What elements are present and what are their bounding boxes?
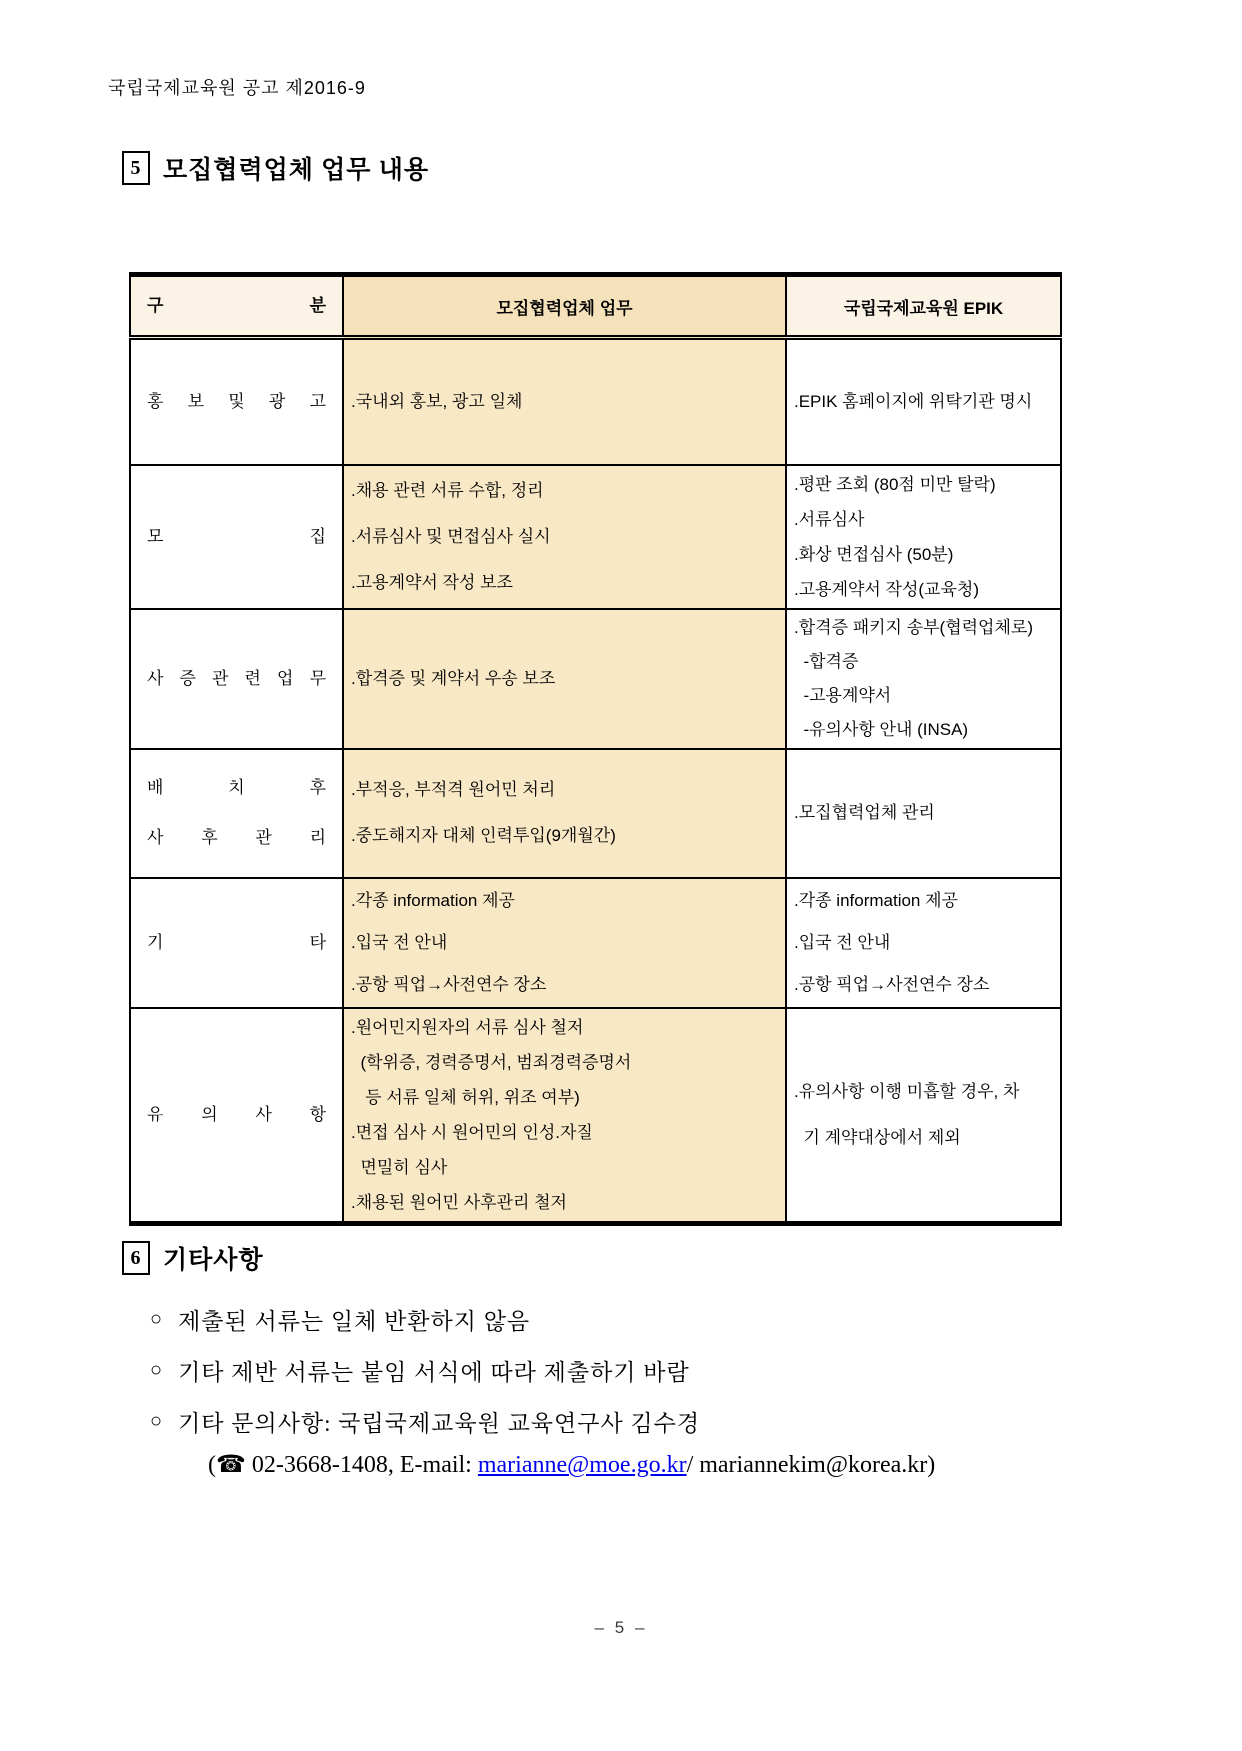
section6-heading [122, 1240, 264, 1276]
bullet-text: 기타 문의사항: 국립국제교육원 교육연구사 김수경 [178, 1411, 701, 1436]
category-cell [130, 749, 343, 878]
cell-line: .입국 전 안내 [351, 932, 448, 952]
partner-duties-cell [343, 338, 786, 465]
header-category-label: 구 분 [147, 296, 326, 315]
cell-line: .공항 픽업→사전연수 장소 [794, 974, 990, 994]
cell-line: -고용계약서 [794, 685, 892, 705]
contact-line [208, 1450, 935, 1479]
cell-line: (학위증, 경력증명서, 범죄경력증명서 [351, 1052, 632, 1072]
cell-line: .각종 information 제공 [794, 890, 958, 910]
cell-line: .각종 information 제공 [351, 890, 515, 910]
cell-line: 등 서류 일체 허위, 위조 여부) [351, 1087, 580, 1107]
row-post-placement [130, 749, 1061, 878]
category-line: 유 의 사 항 [147, 1104, 326, 1124]
row-etc [130, 878, 1061, 1008]
circle-bullet-icon: ○ [150, 1308, 164, 1330]
section6-title: 기타사항 [163, 1247, 264, 1274]
header-category [130, 275, 343, 338]
contact-suffix: / mariannekim@korea.kr) [686, 1452, 936, 1478]
bullet-item [150, 1345, 700, 1396]
section6-box-number: 6 [122, 1241, 150, 1275]
cell-line: .채용된 원어민 사후관리 철저 [351, 1192, 567, 1212]
epik-duties-cell [786, 338, 1061, 465]
cell-line: .합격증 및 계약서 우송 보조 [351, 668, 556, 688]
cell-line: .서류심사 및 면접심사 실시 [351, 526, 551, 546]
category-cell [130, 609, 343, 749]
epik-duties-cell [786, 609, 1061, 749]
contact-prefix: (☎ 02-3668-1408, E-mail: [208, 1452, 478, 1478]
row-promotion-ads [130, 338, 1061, 465]
cell-line: 면밀히 심사 [351, 1157, 448, 1177]
epik-duties-cell [786, 1008, 1061, 1224]
cell-line: -합격증 [794, 651, 859, 671]
cell-line: .유의사항 이행 미흡할 경우, 차 [794, 1081, 1020, 1101]
cell-line: .원어민지원자의 서류 심사 철저 [351, 1017, 584, 1037]
category-line: 홍 보 및 광 고 [147, 391, 326, 411]
category-line: 기 타 [147, 932, 326, 952]
cell-line: 기 계약대상에서 제외 [794, 1127, 961, 1147]
row-cautions [130, 1008, 1061, 1224]
header-partner-duties: 모집협력업체 업무 [343, 275, 786, 338]
category-cell [130, 878, 343, 1008]
cell-line: .입국 전 안내 [794, 932, 891, 952]
doc-number: 국립국제교육원 공고 제2016-9 [108, 78, 366, 98]
cell-line: .면접 심사 시 원어민의 인성.자질 [351, 1122, 593, 1142]
cell-line: .중도해지자 대체 인력투입(9개월간) [351, 826, 616, 845]
section5-box-number: 5 [122, 151, 150, 185]
partner-duties-cell [343, 609, 786, 749]
circle-bullet-icon: ○ [150, 1410, 164, 1432]
section6-bullet-list [150, 1294, 700, 1447]
partner-duties-cell [343, 1008, 786, 1224]
table-header-row [130, 275, 1061, 338]
header-epik: 국립국제교육원 EPIK [786, 275, 1061, 338]
bullet-item [150, 1294, 700, 1345]
cell-line: .화상 면접심사 (50분) [794, 544, 954, 564]
bullet-text: 기타 제반 서류는 붙임 서식에 따라 제출하기 바람 [178, 1360, 690, 1385]
cell-line: .합격증 패키지 송부(협력업체로) [794, 617, 1033, 637]
partner-duties-cell [343, 878, 786, 1008]
row-visa-affairs [130, 609, 1061, 749]
category-line: 모 집 [147, 526, 326, 546]
cell-line: .평판 조회 (80점 미만 탈락) [794, 474, 996, 494]
category-cell [130, 338, 343, 465]
category-cell [130, 465, 343, 609]
cell-line: .서류심사 [794, 509, 865, 529]
category-line: 배 치 후 [147, 778, 326, 797]
partner-duties-cell [343, 749, 786, 878]
cell-line: .부적응, 부적격 원어민 처리 [351, 780, 556, 799]
partner-duties-cell [343, 465, 786, 609]
epik-duties-cell [786, 749, 1061, 878]
category-line: 사 증 관 련 업 무 [147, 668, 326, 688]
email-link[interactable]: marianne@moe.go.kr [477, 1452, 687, 1478]
duties-table [129, 272, 1062, 1226]
cell-line: .고용계약서 작성(교육청) [794, 579, 979, 599]
cell-line: .EPIK 홈페이지에 위탁기관 명시 [794, 391, 1033, 411]
category-cell [130, 1008, 343, 1224]
cell-line: .모집협력업체 관리 [794, 803, 935, 822]
section5-heading [122, 150, 429, 186]
cell-line: .공항 픽업→사전연수 장소 [351, 974, 547, 994]
cell-line: .고용계약서 작성 보조 [351, 572, 513, 592]
circle-bullet-icon: ○ [150, 1359, 164, 1381]
page-number: – 5 – [594, 1618, 648, 1637]
row-recruitment [130, 465, 1061, 609]
cell-line: -유의사항 안내 (INSA) [794, 719, 969, 739]
cell-line: .채용 관련 서류 수합, 정리 [351, 480, 544, 500]
bullet-text: 제출된 서류는 일체 반환하지 않음 [178, 1309, 531, 1334]
epik-duties-cell [786, 465, 1061, 609]
bullet-item [150, 1396, 700, 1447]
cell-line: .국내외 홍보, 광고 일체 [351, 391, 523, 411]
category-line: 사 후 관 리 [147, 828, 326, 847]
section5-title: 모집협력업체 업무 내용 [163, 157, 430, 184]
epik-duties-cell [786, 878, 1061, 1008]
